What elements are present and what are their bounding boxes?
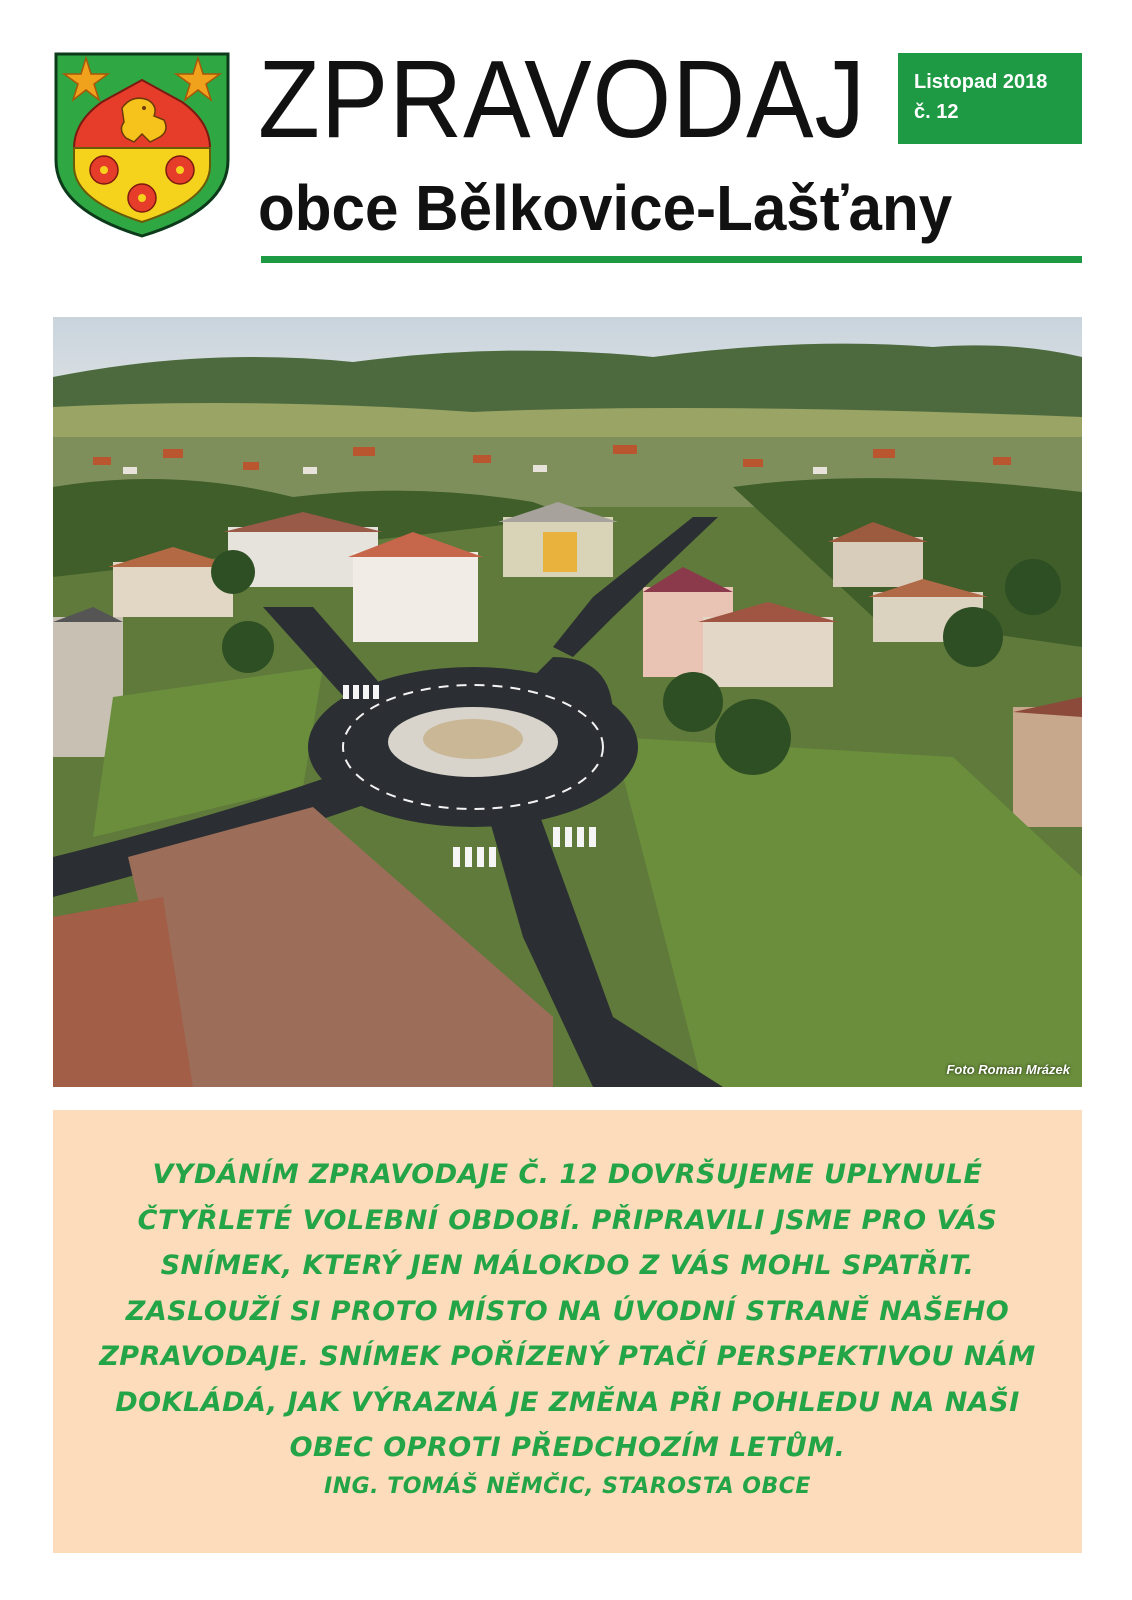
editorial-message: VYDÁNÍM ZPRAVODAJE Č. 12 DOVRŠUJEME UPLYNULÉ ČTYŘLETÉ VOLEBNÍ OBDOBÍ. PŘIPRAVILI JSME PRO VÁS SNÍMEK, KTERÝ JEN MÁLOKDO Z VÁS MOHL SPATŘIT. ZASLOUŽÍ SI PROTO MÍSTO NA ÚVODNÍ STRANĚ NAŠEHO ZPRAVODAJE. SNÍMEK POŘÍZENÝ PTAČÍ PERSPEKTIVOU NÁM DOKLÁDÁ, JAK VÝRAZNÁ JE ZMĚNA PŘI POHLEDU NA NAŠI OBEC OPROTI PŘEDCHOZÍM LETŮM.: [99, 1159, 1036, 1463]
municipality-name: obce Bělkovice-Lašťany: [258, 172, 953, 244]
editorial-signature: ING. TOMÁŠ NĚMČIC, STAROSTA OBCE: [324, 1474, 811, 1499]
newsletter-title: ZPRAVODAJ: [258, 38, 867, 161]
issue-number: č. 12: [914, 101, 959, 123]
issue-badge: [898, 53, 1082, 144]
coat-of-arms-icon: [52, 50, 232, 240]
photo-credit: Foto Roman Mrázek: [946, 1062, 1070, 1077]
issue-date: Listopad 2018: [914, 71, 1048, 93]
editorial-message-box: [53, 1110, 1082, 1553]
aerial-photo: [53, 317, 1082, 1087]
header-divider: [261, 256, 1082, 263]
